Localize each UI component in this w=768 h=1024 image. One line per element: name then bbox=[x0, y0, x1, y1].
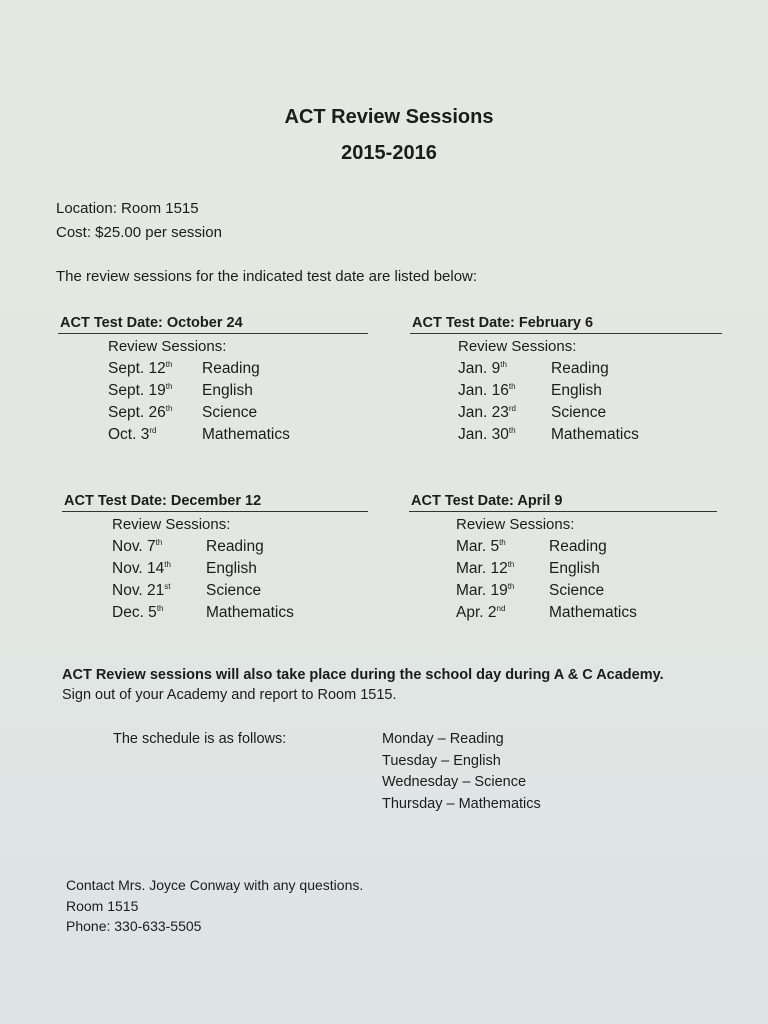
session-date: Mar. 19th bbox=[456, 582, 515, 599]
test-date-heading: ACT Test Date: April 9 bbox=[409, 493, 717, 512]
session-subject: English bbox=[206, 560, 257, 577]
session-row bbox=[456, 582, 717, 604]
schedule-item: Thursday – Mathematics bbox=[382, 795, 541, 812]
session-subject: Mathematics bbox=[206, 604, 294, 621]
session-subject: Reading bbox=[551, 360, 609, 377]
test-date-block-april bbox=[409, 493, 717, 626]
session-date: Jan. 30th bbox=[458, 426, 516, 443]
session-row bbox=[456, 604, 717, 626]
session-row bbox=[108, 404, 368, 426]
session-row bbox=[112, 560, 368, 582]
session-date: Sept. 19th bbox=[108, 382, 173, 399]
session-row bbox=[108, 426, 368, 448]
session-subject: Reading bbox=[549, 538, 607, 555]
session-row bbox=[458, 426, 722, 448]
contact-section bbox=[66, 877, 363, 939]
session-row bbox=[112, 582, 368, 604]
session-date: Nov. 14th bbox=[112, 560, 171, 577]
review-sessions-label: Review Sessions: bbox=[458, 338, 577, 355]
session-row bbox=[458, 360, 722, 382]
session-subject: Reading bbox=[202, 360, 260, 377]
location-text: Location: Room 1515 bbox=[56, 200, 199, 217]
test-date-heading: ACT Test Date: October 24 bbox=[58, 315, 368, 334]
test-date-block-february bbox=[410, 315, 722, 448]
session-subject: Science bbox=[206, 582, 262, 599]
session-row bbox=[456, 538, 717, 560]
session-subject: Reading bbox=[206, 538, 264, 555]
session-subject: English bbox=[551, 382, 602, 399]
session-subject: English bbox=[202, 382, 253, 399]
session-date: Jan. 23rd bbox=[458, 404, 516, 421]
session-subject: Science bbox=[551, 404, 607, 421]
schedule-label: The schedule is as follows: bbox=[113, 731, 287, 747]
schedule-item: Wednesday – Science bbox=[382, 774, 527, 790]
test-date-block-december bbox=[62, 493, 368, 626]
session-date: Nov. 7th bbox=[112, 538, 163, 555]
session-row bbox=[458, 382, 722, 404]
session-date: Jan. 16th bbox=[458, 382, 516, 399]
contact-phone: Phone: 330-633-5505 bbox=[66, 918, 202, 934]
session-date: Apr. 2nd bbox=[456, 604, 506, 621]
session-subject: English bbox=[549, 560, 600, 577]
session-subject: Science bbox=[549, 582, 605, 599]
session-date: Jan. 9th bbox=[458, 360, 507, 377]
review-sessions-label: Review Sessions: bbox=[108, 338, 227, 355]
page-title: ACT Review Sessions bbox=[284, 106, 494, 128]
session-date: Dec. 5th bbox=[112, 604, 164, 621]
test-date-heading: ACT Test Date: December 12 bbox=[62, 493, 368, 512]
test-date-block-october bbox=[58, 315, 368, 448]
review-sessions-label: Review Sessions: bbox=[112, 516, 231, 533]
contact-room: Room 1515 bbox=[66, 897, 139, 914]
cost-text: Cost: $25.00 per session bbox=[56, 224, 222, 241]
session-row bbox=[112, 538, 368, 560]
session-date: Nov. 21st bbox=[112, 582, 171, 599]
session-subject: Science bbox=[202, 404, 258, 421]
session-date: Sept. 26th bbox=[108, 404, 173, 421]
session-subject: Mathematics bbox=[549, 604, 637, 621]
session-date: Mar. 5th bbox=[456, 538, 506, 555]
academy-notice: ACT Review sessions will also take place during the school day during A & C Academy. bbox=[62, 667, 664, 683]
session-subject: Mathematics bbox=[551, 426, 639, 443]
session-date: Sept. 12th bbox=[108, 360, 173, 377]
schedule-item: Monday – Reading bbox=[382, 731, 504, 747]
test-date-heading: ACT Test Date: February 6 bbox=[410, 315, 722, 334]
session-row bbox=[108, 360, 368, 382]
session-subject: Mathematics bbox=[202, 426, 290, 443]
session-row bbox=[456, 560, 717, 582]
page-year: 2015-2016 bbox=[341, 142, 437, 164]
session-date: Oct. 3rd bbox=[108, 426, 157, 443]
session-date: Mar. 12th bbox=[456, 560, 515, 577]
schedule-item: Tuesday – English bbox=[382, 752, 501, 769]
session-row bbox=[112, 604, 368, 626]
intro-text: The review sessions for the indicated test date are listed below: bbox=[56, 268, 478, 285]
review-sessions-label: Review Sessions: bbox=[456, 516, 575, 533]
schedule-list bbox=[382, 731, 541, 817]
contact-line: Contact Mrs. Joyce Conway with any questions. bbox=[66, 877, 364, 893]
session-row bbox=[458, 404, 722, 426]
session-row bbox=[108, 382, 368, 404]
academy-signout-text: Sign out of your Academy and report to Room 1515. bbox=[62, 687, 397, 703]
